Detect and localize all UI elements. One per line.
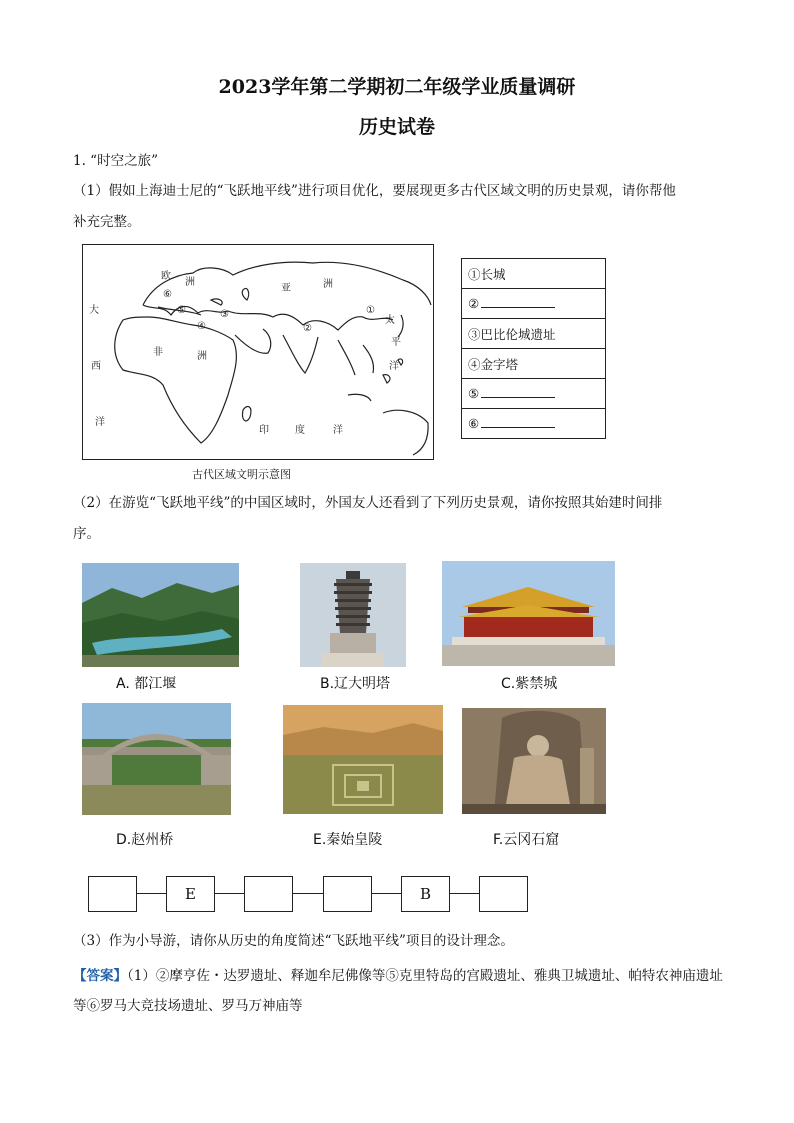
table-cell: ③巴比伦城遗址 [462, 319, 606, 349]
table-cell [462, 409, 606, 439]
map-label-indian2: 度 [295, 425, 305, 436]
part2-text-line1: （2）在游览“飞跃地平线”的中国区域时，外国友人还看到了下列历史景观，请你按照其始建时间排 [73, 495, 663, 511]
answer-blank[interactable] [481, 297, 555, 308]
answer-blank[interactable] [481, 387, 555, 398]
question-heading: 1. “时空之旅” [73, 153, 158, 169]
table-row [462, 289, 606, 319]
table-row [462, 259, 606, 289]
photo-zhaozhou-bridge [82, 703, 231, 815]
order-box-2[interactable]: E [166, 876, 215, 912]
answer-text: （1）②摩亨佐・达罗遗址、释迦牟尼佛像等⑤克里特岛的宫殿遗址、雅典卫城遗址、帕特农神庙遗址等⑥罗马大竞技场遗址、罗马万神庙等 [73, 968, 723, 1014]
map-label-africa2: 洲 [197, 351, 207, 362]
map-label-asia: 亚 [281, 283, 291, 294]
table-row [462, 319, 606, 349]
map-label-atlantic2: 西 [91, 361, 101, 372]
site-table [461, 258, 606, 439]
pagoda-image [300, 563, 406, 667]
map-marker-6: ⑥ [163, 289, 172, 300]
map-label-pacific1: 太 [385, 315, 395, 326]
map-caption: 古代区域文明示意图 [192, 468, 291, 481]
ancient-civilization-map [82, 244, 434, 460]
map-marker-5: ⑤ [177, 305, 186, 316]
map-label-pacific2: 平 [391, 337, 401, 348]
table-row [462, 409, 606, 439]
photo-label-c: C.紫禁城 [501, 676, 558, 692]
photo-label-b: B.辽大明塔 [320, 676, 391, 692]
map-label-atlantic3: 洋 [95, 417, 105, 428]
photo-label-a: A. 都江堰 [116, 676, 177, 692]
table-cell [462, 289, 606, 319]
map-marker-3: ③ [220, 309, 229, 320]
photo-qin-mausoleum [283, 705, 443, 814]
connector-line [215, 893, 246, 894]
map-label-europe: 欧 [161, 271, 171, 282]
table-cell: ④金字塔 [462, 349, 606, 379]
table-cell [462, 379, 606, 409]
photo-label-f: F.云冈石窟 [493, 832, 560, 848]
world-map-outline [83, 245, 433, 459]
photo-dujiangyan [82, 563, 239, 667]
map-label-europe2: 洲 [185, 277, 195, 288]
mausoleum-image [283, 705, 443, 814]
map-label-asia2: 洲 [323, 279, 333, 290]
bridge-image [82, 703, 231, 815]
order-box-5[interactable]: B [401, 876, 450, 912]
map-label-atlantic1: 大 [89, 305, 99, 316]
photo-liao-pagoda [300, 563, 406, 667]
connector-line [372, 893, 403, 894]
map-marker-2: ② [303, 323, 312, 334]
answer-tag: 【答案】 [73, 968, 127, 984]
map-label-africa: 非 [153, 347, 163, 358]
connector-line [450, 893, 481, 894]
connector-line [293, 893, 324, 894]
table-cell: ①长城 [462, 259, 606, 289]
part2-text-line2: 序。 [73, 526, 100, 542]
ordering-chain [88, 876, 530, 912]
table-cell-label: ② [468, 296, 480, 311]
order-box-1[interactable] [88, 876, 137, 912]
map-label-indian1: 印 [259, 425, 269, 436]
table-row [462, 379, 606, 409]
map-label-indian3: 洋 [333, 425, 343, 436]
photo-forbidden-city [442, 561, 615, 666]
map-marker-4: ④ [197, 321, 206, 332]
part3-text: （3）作为小导游，请你从历史的角度简述“飞跃地平线”项目的设计理念。 [73, 933, 514, 949]
part1-text-line2: 补充完整。 [73, 214, 141, 230]
grottoes-image [462, 708, 606, 814]
order-box-3[interactable] [244, 876, 293, 912]
forbidden-city-image [442, 561, 615, 666]
connector-line [137, 893, 168, 894]
answer-blank[interactable] [481, 417, 555, 428]
exam-title: 2023学年第二学期初二年级学业质量调研 [218, 76, 576, 98]
part1-text-line1: （1）假如上海迪士尼的“飞跃地平线”进行项目优化，要展现更多古代区域文明的历史景观，请你帮他 [73, 183, 676, 199]
photo-label-e: E.秦始皇陵 [313, 832, 383, 848]
photo-yungang-grottoes [462, 708, 606, 814]
table-cell-label: ⑥ [468, 416, 480, 431]
map-label-pacific3: 洋 [389, 361, 399, 372]
table-cell-label: ⑤ [468, 386, 480, 401]
dujiangyan-image [82, 563, 239, 667]
answer-block [73, 961, 733, 1021]
table-row [462, 349, 606, 379]
order-box-6[interactable] [479, 876, 528, 912]
exam-subtitle: 历史试卷 [358, 116, 435, 138]
map-marker-1: ① [366, 305, 375, 316]
photo-label-d: D.赵州桥 [116, 832, 174, 848]
order-box-4[interactable] [323, 876, 372, 912]
